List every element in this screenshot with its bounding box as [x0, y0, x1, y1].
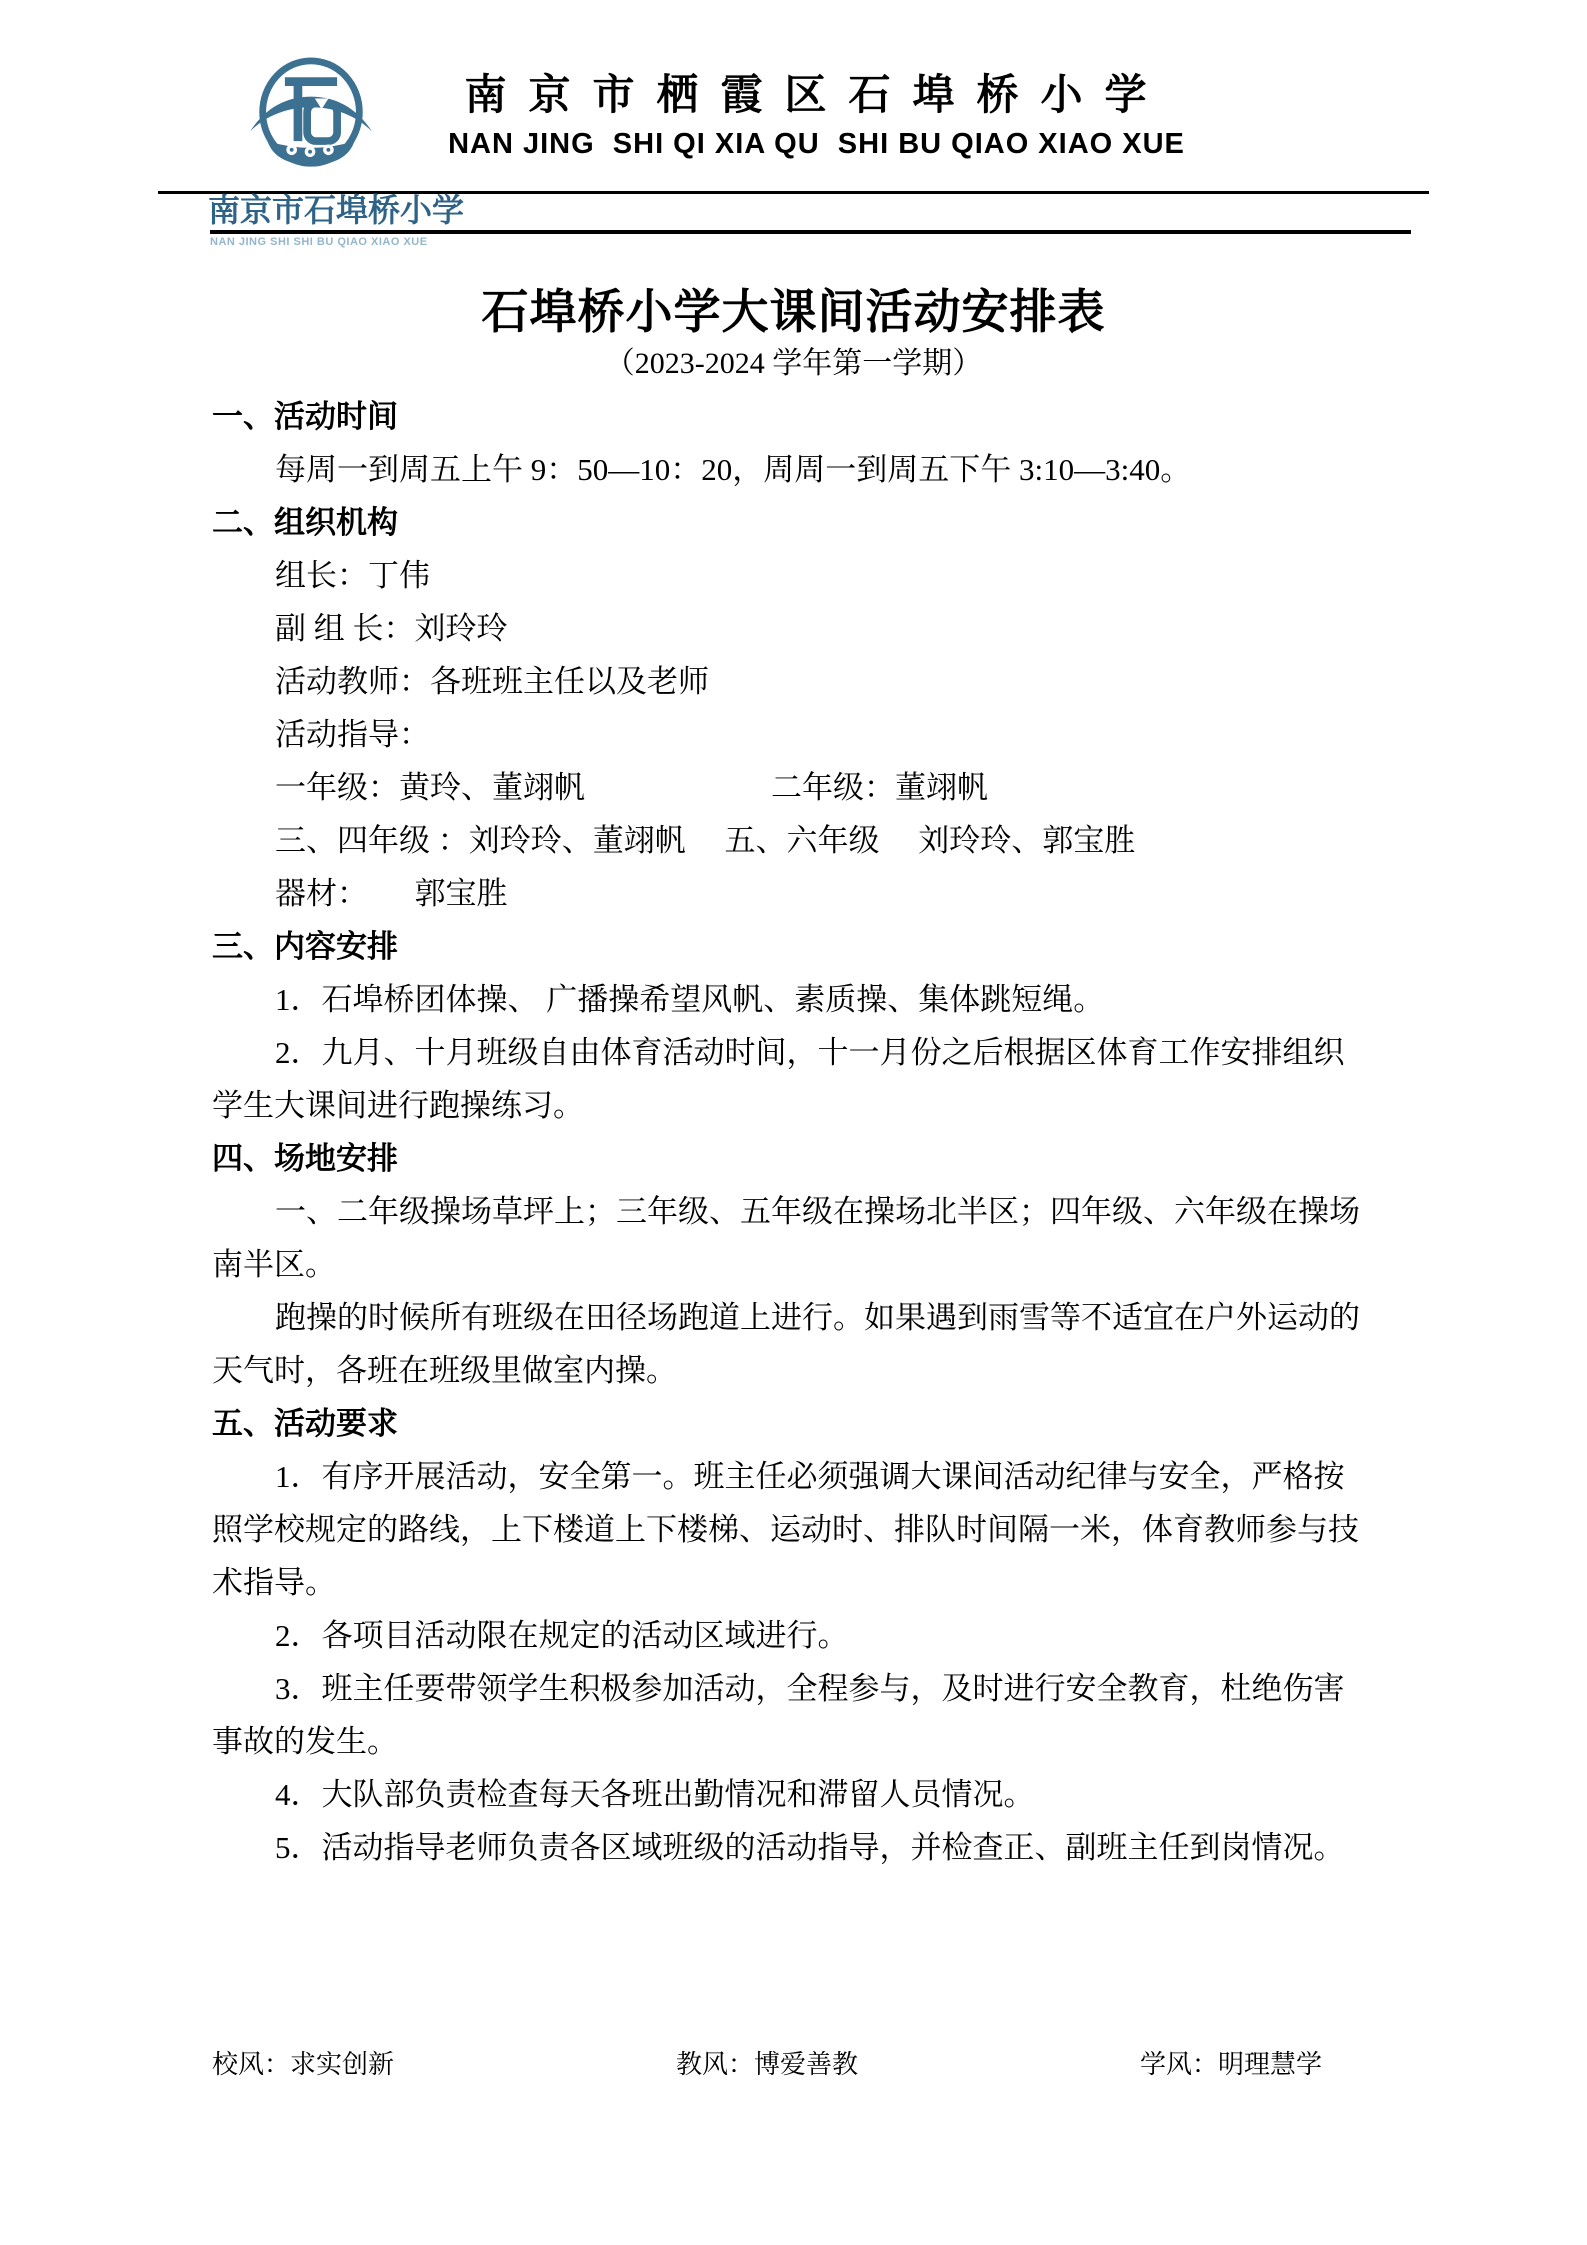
section-heading: 二、组织机构: [212, 505, 398, 540]
page-subtitle: （2023-2024 学年第一学期）: [604, 347, 983, 380]
footer-school-motto: 校风：求实创新: [212, 2050, 395, 2079]
document-body: [212, 390, 1437, 1874]
body-line: 照学校规定的路线，上下楼道上下楼梯、运动时、排队时间隔一米，体育教师参与技: [212, 1512, 1359, 1547]
body-line: 副 组 长：刘玲玲: [275, 611, 508, 646]
body-line: 3．班主任要带领学生积极参加活动，全程参与，及时进行安全教育，杜绝伤害: [275, 1671, 1345, 1706]
body-line: 1．有序开展活动，安全第一。班主任必须强调大课间活动纪律与安全，严格按: [275, 1459, 1345, 1494]
school-name-pinyin: NAN JING SHI QI XIA QU SHI BU QIAO XIAO XUE: [448, 127, 1185, 160]
body-line: 1．石埠桥团体操、 广播操希望风帆、素质操、集体跳短绳。: [275, 982, 1105, 1017]
body-line: 一年级：黄玲、董翊帆 二年级：董翊帆: [275, 770, 988, 805]
school-name-block: [374, 70, 1429, 164]
section-heading: 五、活动要求: [212, 1406, 398, 1441]
header-banner-row: [158, 194, 1429, 252]
body-line: 器材： 郭宝胜: [275, 876, 508, 911]
body-line: 一、二年级操场草坪上；三年级、五年级在操场北半区；四年级、六年级在操场: [275, 1194, 1360, 1229]
section-heading: 一、活动时间: [212, 399, 398, 434]
section-heading: 三、内容安排: [212, 929, 398, 964]
body-line: 组长：丁伟: [275, 558, 430, 593]
body-line: 学生大课间进行跑操练习。: [212, 1088, 584, 1123]
banner-school-name: 南京市石埠桥小学: [208, 192, 465, 228]
footer-teaching-motto: 教风：博爱善教: [675, 2050, 858, 2079]
section-heading: 四、场地安排: [212, 1141, 398, 1176]
footer-learning-motto: 学风：明理慧学: [1139, 2050, 1322, 2079]
page-title: 石埠桥小学大课间活动安排表: [481, 287, 1106, 339]
header-rule-bottom: [210, 230, 1411, 234]
body-line: 2．九月、十月班级自由体育活动时间，十一月份之后根据区体育工作安排组织: [275, 1035, 1345, 1070]
school-name-chinese: 南京市栖霞区石埠桥小学: [464, 72, 1169, 119]
body-line: 南半区。: [212, 1247, 336, 1282]
body-line: 5．活动指导老师负责各区域班级的活动指导，并检查正、副班主任到岗情况。: [275, 1830, 1345, 1865]
body-line: 天气时，各班在班级里做室内操。: [212, 1353, 677, 1388]
body-line: 事故的发生。: [212, 1724, 398, 1759]
school-logo-icon: [248, 56, 374, 172]
letterhead: [158, 0, 1429, 252]
body-line: 术指导。: [212, 1565, 336, 1600]
body-line: 跑操的时候所有班级在田径场跑道上进行。如果遇到雨雪等不适宜在户外运动的: [275, 1300, 1360, 1335]
page-footer: [212, 2048, 1322, 2082]
body-line: 4．大队部负责检查每天各班出勤情况和滞留人员情况。: [275, 1777, 1035, 1812]
banner-pinyin: NAN JING SHI SHI BU QIAO XIAO XUE: [210, 236, 428, 248]
letterhead-top: [158, 56, 1429, 177]
body-line: 活动教师：各班班主任以及老师: [275, 664, 709, 699]
body-line: 活动指导：: [275, 717, 430, 752]
body-line: 三、四年级 ：刘玲玲、董翊帆 五、六年级 刘玲玲、郭宝胜: [275, 823, 1136, 858]
school-logo: [248, 56, 374, 177]
body-line: 每周一到周五上午 9：50—10：20，周周一到周五下午 3:10—3:40。: [275, 452, 1192, 487]
body-line: 2．各项目活动限在规定的活动区域进行。: [275, 1618, 849, 1653]
